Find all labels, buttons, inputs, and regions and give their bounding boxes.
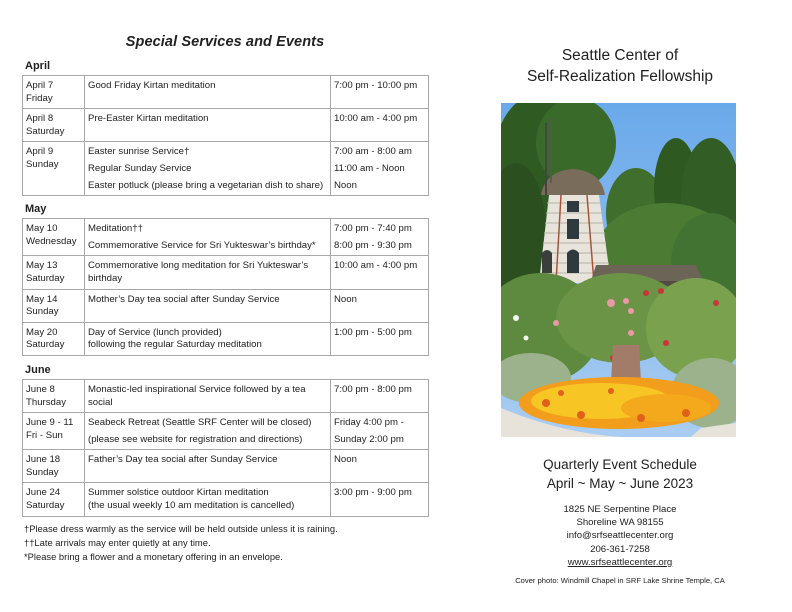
date-cell xyxy=(23,483,85,516)
month-heading-may: May xyxy=(25,203,47,216)
table-row xyxy=(23,256,429,289)
date-cell xyxy=(23,219,85,256)
date-cell xyxy=(23,322,85,355)
date: May 13 xyxy=(26,260,58,272)
weekday: Saturday xyxy=(26,339,65,351)
weekday: Saturday xyxy=(26,500,65,512)
table-row xyxy=(23,413,429,450)
table-row xyxy=(23,76,429,109)
date-cell xyxy=(23,413,85,450)
event-cell xyxy=(85,109,331,142)
table-row xyxy=(23,109,429,142)
event-cell xyxy=(85,289,331,322)
event-cell xyxy=(85,219,331,256)
table-row xyxy=(23,322,429,355)
table-row xyxy=(23,142,429,196)
time-cell xyxy=(331,450,429,483)
cover-panel xyxy=(496,40,744,585)
event-cell xyxy=(85,142,331,196)
date-cell xyxy=(23,142,85,196)
date: April 7 xyxy=(26,80,54,91)
event: Father’s Day tea social after Sunday Service xyxy=(88,454,278,466)
footnote-asterisk: *Please bring a flower and a monetary offering in an envelope. xyxy=(24,550,283,562)
event: Monastic-led inspirational Service followed by a tea social xyxy=(88,383,306,408)
event-cell xyxy=(85,76,331,109)
date: May 14 xyxy=(26,293,58,305)
windmill-garden-image xyxy=(501,103,736,437)
date-cell xyxy=(23,109,85,142)
event-cell xyxy=(85,256,331,289)
time-cell xyxy=(331,109,429,142)
time: 7:00 pm - 7:40 pm xyxy=(334,223,412,235)
event: following the regular Saturday meditation xyxy=(88,339,262,351)
time-cell xyxy=(331,289,429,322)
month-heading-april: April xyxy=(25,60,51,72)
event: Good Friday Kirtan meditation xyxy=(88,80,216,91)
time: 11:00 am - Noon xyxy=(334,162,405,174)
time: 8:00 pm - 9:30 pm xyxy=(334,239,412,251)
event: Summer solstice outdoor Kirtan meditation xyxy=(88,487,269,499)
website-link[interactable]: www.srfseattlecenter.org xyxy=(567,556,673,568)
event: Day of Service (lunch provided) xyxy=(88,326,222,338)
event: Commemorative long meditation for Sri Yukteswar’s birthday xyxy=(88,260,309,284)
table-row xyxy=(23,483,429,516)
event-cell xyxy=(85,450,331,483)
schedule-title xyxy=(496,455,744,493)
event: Regular Sunday Service xyxy=(88,162,192,174)
event-cell xyxy=(85,483,331,516)
event: Pre-Easter Kirtan meditation xyxy=(88,113,209,125)
date: June 8 xyxy=(26,383,55,395)
time: Noon xyxy=(334,293,357,305)
contact-info xyxy=(496,503,744,569)
weekday: Friday xyxy=(26,92,53,104)
time: 3:00 pm - 9:00 pm xyxy=(334,487,412,499)
weekday: Sunday xyxy=(26,466,59,478)
time: Noon xyxy=(334,454,357,466)
phone-number: 206-361-7258 xyxy=(590,543,650,555)
april-table xyxy=(22,75,429,196)
time: 7:00 am - 8:00 am xyxy=(334,146,412,158)
time-cell xyxy=(331,483,429,516)
time: Friday 4:00 pm - xyxy=(334,417,404,429)
org-title-line1: Seattle Center of xyxy=(561,47,679,64)
cover-photo xyxy=(501,103,736,437)
photo-caption: Cover photo: Windmill Chapel in SRF Lake Shrine Temple, CA xyxy=(515,576,725,586)
event: Commemorative Service for Sri Yukteswar’s birthday* xyxy=(88,239,316,251)
time: 7:00 pm - 10:00 pm xyxy=(334,80,418,91)
address-street: 1825 NE Serpentine Place xyxy=(563,504,677,515)
schedule-title-line2: April ~ May ~ June 2023 xyxy=(546,476,694,491)
date: June 9 - 11 xyxy=(26,417,74,429)
month-heading-june: June xyxy=(25,363,51,376)
table-row xyxy=(23,219,429,256)
time: 10:00 am - 4:00 pm xyxy=(334,113,418,125)
time-cell xyxy=(331,76,429,109)
event: Mother’s Day tea social after Sunday Service xyxy=(88,293,280,305)
time-cell xyxy=(331,219,429,256)
org-title xyxy=(496,45,744,87)
time: Sunday 2:00 pm xyxy=(334,433,404,445)
date: April 9 xyxy=(26,146,54,158)
table-row xyxy=(23,289,429,322)
time: 1:00 pm - 5:00 pm xyxy=(334,326,412,338)
time-cell xyxy=(331,322,429,355)
weekday: Fri - Sun xyxy=(26,429,63,441)
events-panel xyxy=(22,30,428,564)
footnote-double-dagger: ††Late arrivals may enter quietly at any time. xyxy=(24,536,211,548)
june-table xyxy=(22,379,429,517)
date-cell xyxy=(23,289,85,322)
event: (the usual weekly 10 am meditation is cancelled) xyxy=(88,500,295,512)
date-cell xyxy=(23,379,85,412)
table-row xyxy=(23,450,429,483)
weekday: Saturday xyxy=(26,125,65,137)
event: Easter sunrise Service† xyxy=(88,146,190,158)
may-table xyxy=(22,218,429,356)
time-cell xyxy=(331,379,429,412)
time-cell xyxy=(331,413,429,450)
event: Seabeck Retreat (Seattle SRF Center will be closed) xyxy=(88,417,312,429)
date: May 10 xyxy=(26,223,58,235)
time-cell xyxy=(331,256,429,289)
event: (please see website for registration and directions) xyxy=(88,433,303,445)
event-cell xyxy=(85,379,331,412)
org-title-line2: Self-Realization Fellowship xyxy=(526,68,714,85)
weekday: Sunday xyxy=(26,306,59,318)
table-row xyxy=(23,379,429,412)
date: May 20 xyxy=(26,326,58,338)
time: Noon xyxy=(334,179,357,191)
weekday: Thursday xyxy=(26,396,66,408)
event: Easter potluck (please bring a vegetarian dish to share) xyxy=(88,179,324,191)
date-cell xyxy=(23,76,85,109)
date-cell xyxy=(23,450,85,483)
time: 10:00 am - 4:00 pm xyxy=(334,260,418,272)
event-cell xyxy=(85,413,331,450)
address-city: Shoreline WA 98155 xyxy=(576,517,664,529)
page-title: Special Services and Events xyxy=(125,34,325,50)
event-cell xyxy=(85,322,331,355)
footnote-dagger: †Please dress warmly as the service will be held outside unless it is raining. xyxy=(24,522,338,534)
date: June 24 xyxy=(26,487,61,499)
weekday: Wednesday xyxy=(26,235,77,247)
time: 7:00 pm - 8:00 pm xyxy=(334,383,412,395)
event: Meditation†† xyxy=(88,223,143,235)
footnotes xyxy=(24,522,428,564)
time-cell xyxy=(331,142,429,196)
schedule-title-line1: Quarterly Event Schedule xyxy=(543,457,697,472)
date: June 18 xyxy=(26,454,61,466)
email-address[interactable]: info@srfseattlecenter.org xyxy=(566,530,674,542)
date: April 8 xyxy=(26,113,54,125)
weekday: Saturday xyxy=(26,272,65,284)
weekday: Sunday xyxy=(26,158,59,170)
date-cell xyxy=(23,256,85,289)
